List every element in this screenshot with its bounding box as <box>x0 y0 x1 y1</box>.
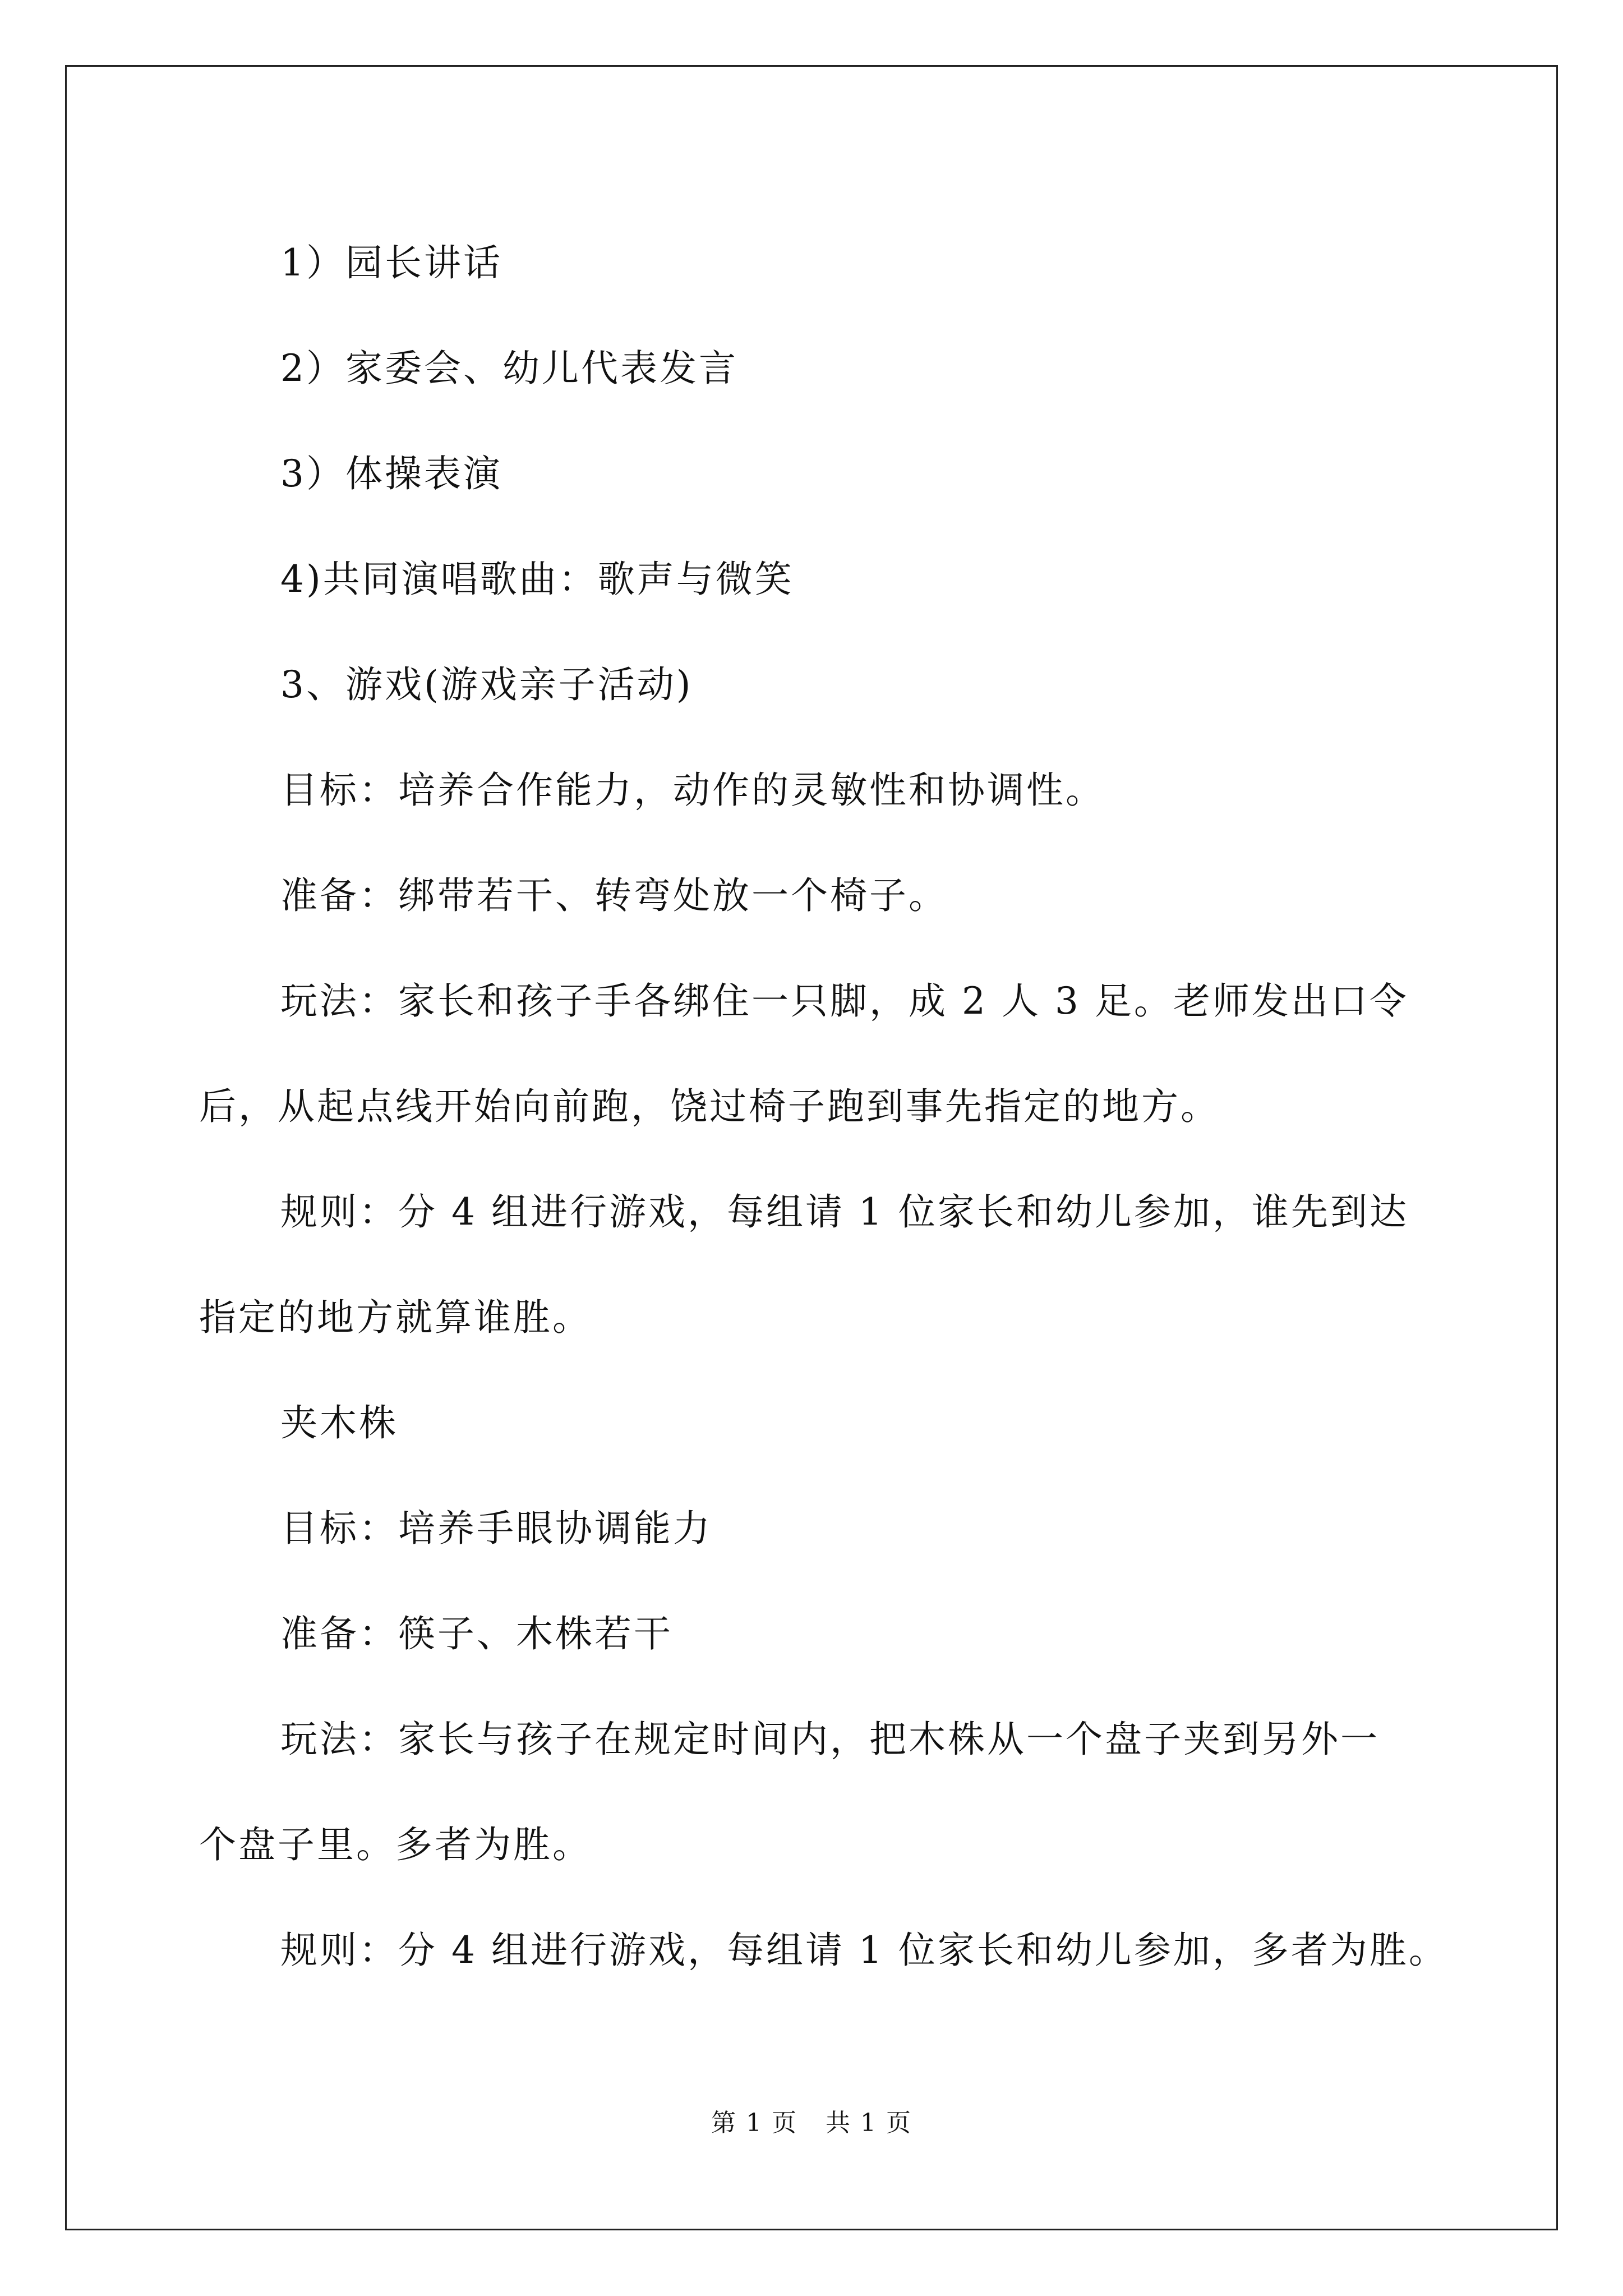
game2-title: 夹木株 <box>280 1401 398 1444</box>
list-item-gymnastics: 3）体操表演 <box>280 452 502 495</box>
game2-preparation: 准备：筷子、木株若干 <box>280 1612 673 1655</box>
document-body <box>199 210 1467 2003</box>
game1-rule-line-2: 指定的地方就算谁胜。 <box>199 1296 592 1339</box>
game1-preparation: 准备：绑带若干、转弯处放一个椅子。 <box>280 874 948 917</box>
list-item-singing: 4)共同演唱歌曲：歌声与微笑 <box>280 558 794 601</box>
page-footer <box>0 2106 1623 2140</box>
page-number-current: 第 1 页 <box>711 2109 797 2137</box>
game1-rule-line-1: 规则：分 4 组进行游戏，每组请 1 位家长和幼儿参加，谁先到达 <box>280 1190 1409 1234</box>
game2-rule: 规则：分 4 组进行游戏，每组请 1 位家长和幼儿参加，多者为胜。 <box>280 1929 1448 1972</box>
list-item-representative-speech: 2）家委会、幼儿代表发言 <box>280 347 738 390</box>
game1-play-line-2: 后，从起点线开始向前跑，饶过椅子跑到事先指定的地方。 <box>199 1085 1220 1128</box>
game2-goal: 目标：培养手眼协调能力 <box>280 1507 712 1550</box>
list-item-speech: 1）园长讲话 <box>280 241 502 284</box>
page-number-total: 共 1 页 <box>826 2109 912 2137</box>
game2-play-line-2: 个盘子里。多者为胜。 <box>199 1823 592 1866</box>
game1-goal: 目标：培养合作能力，动作的灵敏性和协调性。 <box>280 769 1105 812</box>
game2-play-line-1: 玩法：家长与孩子在规定时间内，把木株从一个盘子夹到另外一 <box>280 1718 1380 1761</box>
section-heading-games: 3、游戏(游戏亲子活动) <box>280 663 693 706</box>
game1-play-line-1: 玩法：家长和孩子手各绑住一只脚，成 2 人 3 足。老师发出口令 <box>280 979 1409 1023</box>
